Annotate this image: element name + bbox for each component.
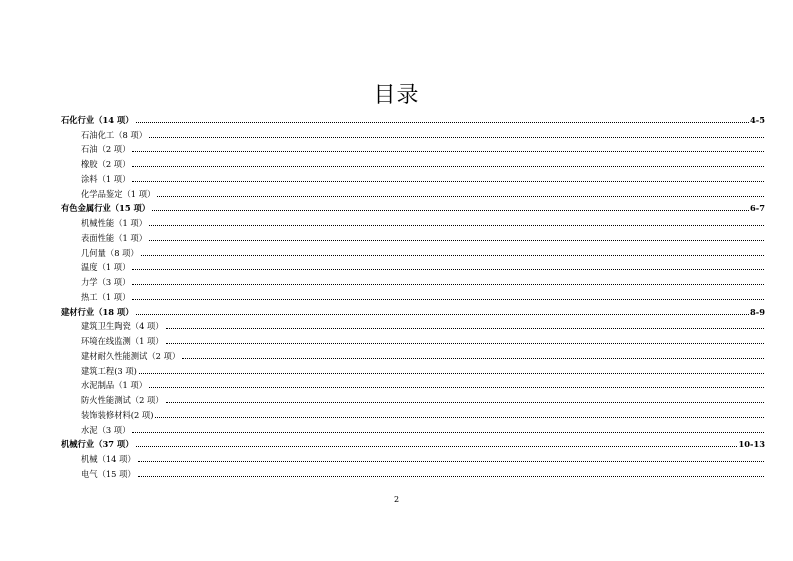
toc-entry-label: 水泥制品（1 项）: [81, 380, 147, 391]
toc-page-number: 4-5: [750, 114, 765, 125]
toc-entry-label: 水泥（3 项）: [81, 424, 131, 435]
toc-section-entry[interactable]: [61, 110, 765, 125]
dot-leader: [138, 476, 764, 477]
toc-entry-label: 防火性能测试（2 项）: [81, 395, 164, 405]
toc-subentry[interactable]: [61, 228, 765, 243]
toc-page-number: 6-7: [750, 203, 765, 214]
toc-section-entry[interactable]: [61, 302, 765, 317]
toc-entry-label: 温度（1 项）: [81, 262, 131, 273]
toc-entry-label: 建筑工程(3 项): [81, 365, 137, 376]
dot-leader: [132, 432, 764, 433]
toc-entry-label: 化学品鉴定（1 项）: [81, 188, 156, 199]
toc-subentry[interactable]: [61, 361, 765, 376]
toc-subentry[interactable]: [61, 390, 765, 405]
toc-subentry[interactable]: [61, 169, 765, 184]
table-of-contents: [61, 110, 765, 479]
dot-leader: [136, 446, 738, 447]
dot-leader: [149, 240, 764, 241]
dot-leader: [139, 373, 764, 374]
dot-leader: [149, 137, 764, 138]
dot-leader: [149, 225, 764, 226]
dot-leader: [132, 299, 764, 300]
toc-subentry[interactable]: [61, 140, 765, 155]
dot-leader: [166, 402, 764, 403]
toc-entry-label: 表面性能（1 项）: [81, 232, 147, 243]
toc-subentry[interactable]: [61, 449, 765, 464]
dot-leader: [132, 269, 764, 270]
toc-entry-label: 石化行业（14 项）: [61, 114, 134, 125]
toc-entry-label: 有色金属行业（15 项）: [61, 203, 151, 214]
toc-entry-label: 热工（1 项）: [81, 291, 131, 302]
toc-section-entry[interactable]: [61, 435, 765, 450]
toc-subentry[interactable]: [61, 287, 765, 302]
toc-subentry[interactable]: [61, 420, 765, 435]
toc-entry-label: 石油化工（8 项）: [81, 129, 147, 140]
page-number: 2: [393, 495, 400, 504]
toc-subentry[interactable]: [61, 405, 765, 420]
toc-page-number: 10-13: [738, 439, 765, 450]
toc-entry-label: 机械性能（1 项）: [81, 218, 147, 228]
dot-leader: [166, 328, 764, 329]
dot-leader: [166, 343, 764, 344]
toc-section-entry[interactable]: [61, 199, 765, 214]
toc-subentry[interactable]: [61, 272, 765, 287]
document-title: 目录: [373, 83, 420, 108]
toc-entry-label: 装饰装修材料(2 项): [81, 409, 154, 420]
toc-subentry[interactable]: [61, 317, 765, 332]
dot-leader: [152, 210, 749, 211]
toc-subentry[interactable]: [61, 154, 765, 169]
dot-leader: [141, 255, 764, 256]
toc-entry-label: 建材行业（18 项）: [61, 306, 134, 317]
dot-leader: [132, 151, 764, 152]
toc-page-number: 8-9: [750, 306, 765, 317]
toc-entry-label: 电气（15 项）: [81, 468, 136, 479]
toc-subentry[interactable]: [61, 376, 765, 391]
toc-entry-label: 环境在线监测（1 项）: [81, 336, 164, 346]
dot-leader: [182, 358, 764, 359]
dot-leader: [136, 122, 749, 123]
toc-subentry[interactable]: [61, 331, 765, 346]
toc-entry-label: 橡胶（2 项）: [81, 159, 131, 169]
toc-entry-label: 力学（3 项）: [81, 277, 131, 287]
toc-subentry[interactable]: [61, 464, 765, 479]
toc-subentry[interactable]: [61, 184, 765, 199]
dot-leader: [132, 181, 764, 182]
toc-subentry[interactable]: [61, 258, 765, 273]
toc-entry-label: 建材耐久性能测试（2 项）: [81, 350, 181, 361]
dot-leader: [132, 284, 764, 285]
dot-leader: [149, 387, 764, 388]
dot-leader: [157, 196, 764, 197]
toc-entry-label: 涂料（1 项）: [81, 173, 131, 184]
dot-leader: [132, 166, 764, 167]
toc-subentry[interactable]: [61, 243, 765, 258]
toc-entry-label: 几何量（8 项）: [81, 247, 139, 258]
dot-leader: [155, 417, 764, 418]
toc-entry-label: 建筑卫生陶瓷（4 项）: [81, 321, 164, 332]
toc-subentry[interactable]: [61, 213, 765, 228]
toc-entry-label: 机械行业（37 项）: [61, 439, 134, 450]
toc-entry-label: 石油（2 项）: [81, 144, 131, 155]
dot-leader: [138, 461, 764, 462]
toc-subentry[interactable]: [61, 346, 765, 361]
dot-leader: [136, 314, 749, 315]
toc-subentry[interactable]: [61, 125, 765, 140]
toc-entry-label: 机械（14 项）: [81, 454, 136, 464]
